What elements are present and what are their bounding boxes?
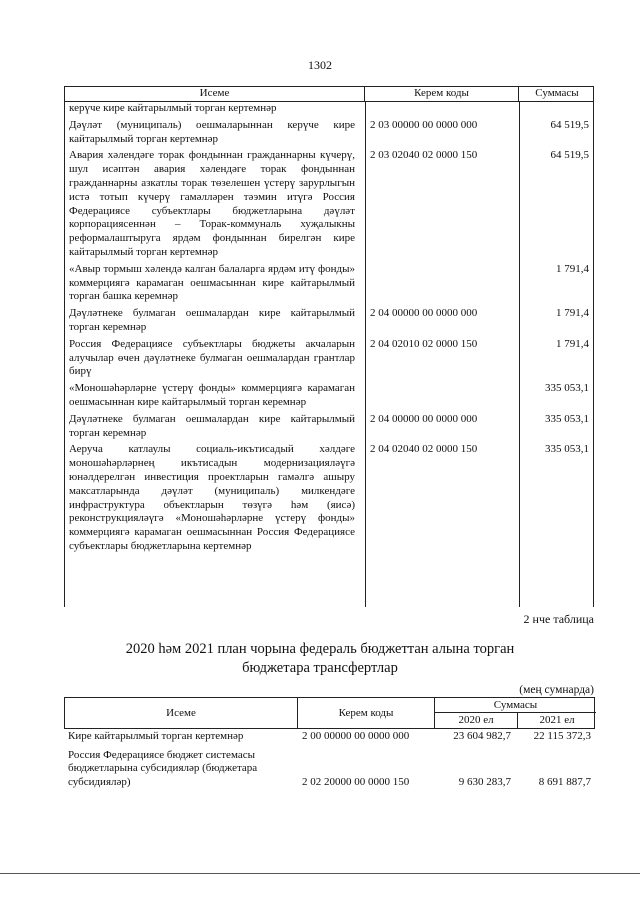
table-label: 2 нче таблица [523, 612, 594, 626]
row-value-2021: 22 115 372,3 [533, 730, 591, 742]
row-code: 2 04 02010 02 0000 150 [370, 337, 478, 350]
row-name: Аеруча катлаулы социаль-икътисадый хәлдәге моношәһәрләрнең икътисадын модернизацияләүгә юнәлдерелгән инвестиция проектларын гамәлгә ашыру максатларында дәүләт (муниципаль) милкендәге инфраструктура объектларын төзүгә һәм (яисә) реконструкцияләүгә «Моношәһәрләрне үстерү фонды» коммерциягә карамаган оешмасыннан Россия Федерациясе субъектлары бюджетларына кертемнәр [69, 443, 355, 552]
row-name: Кире кайтарылмый торган кертемнәр [68, 730, 244, 742]
row-name: керүче кире кайтарылмый торган кертемнәр [69, 102, 277, 114]
header-name: Исеме [65, 698, 298, 728]
table-title [0, 640, 640, 678]
header-year-2020: 2020 ел [435, 713, 518, 728]
table-body [64, 729, 595, 791]
page-bottom-rule [0, 873, 640, 874]
table-row [65, 149, 593, 259]
row-sum: 335 053,1 [545, 412, 589, 425]
revenue-table [64, 86, 594, 607]
row-code: 2 03 00000 00 0000 000 [370, 118, 478, 131]
table-body [64, 102, 594, 607]
row-sum: 1 791,4 [556, 307, 589, 320]
header-sums: Суммасы [435, 698, 596, 713]
table-header [64, 697, 595, 729]
header-code: Керем коды [365, 87, 519, 101]
row-name: «Авыр тормыш хәлендә калган балаларга ярдәм итү фонды» коммерциягә карамаган оешмасыннан кире кайтарылмый торган башка керемнәр [69, 262, 355, 303]
table-row [65, 102, 593, 116]
row-code: 2 04 00000 00 0000 000 [370, 412, 478, 425]
table-row [65, 413, 593, 441]
row-name: Дәүләт (муниципаль) оешмаларыннан керүче кире кайтарылмый торган кертемнәр [69, 118, 355, 145]
table-title-text: 2020 һәм 2021 план чорына федераль бюджеттан алына торган бюджетара трансфертлар [125, 641, 515, 676]
table-header [64, 86, 594, 102]
table-row [65, 119, 593, 147]
header-name: Исеме [65, 87, 365, 101]
row-sum: 335 053,1 [545, 443, 589, 456]
table-row [65, 382, 593, 410]
row-name: Россия Федерациясе субъектлары бюджеты акчаларын алучылар өчен дәүләтнеке булмаган оешмалардан грантлар бирү [69, 337, 355, 378]
row-value-2020: 23 604 982,7 [453, 730, 511, 742]
table-row [64, 729, 595, 744]
row-value-2021: 8 691 887,7 [538, 775, 591, 788]
units-note: (мең сумнарда) [519, 684, 594, 696]
table-row [65, 338, 593, 379]
row-name: Дәүләтнеке булмаган оешмалардан кире кайтарылмый торган керемнәр [69, 412, 355, 439]
row-code: 2 02 20000 00 0000 150 [302, 775, 410, 788]
header-year-2021: 2021 ел [539, 714, 575, 726]
row-name: «Моношәһәрләрне үстерү фонды» коммерциягә карамаган оешмасыннан кире кайтарылмый торган керемнәр [69, 382, 355, 408]
header-code: Керем коды [298, 698, 435, 728]
row-code: 2 04 02040 02 0000 150 [370, 443, 478, 456]
table-row [64, 749, 595, 790]
row-sum: 64 519,5 [550, 149, 589, 162]
table-row [65, 263, 593, 304]
row-value-2020: 9 630 283,7 [458, 775, 511, 788]
row-name: Дәүләтнеке булмаган оешмалардан кире кайтарылмый торган керемнәр [69, 307, 355, 333]
row-sum: 1 791,4 [556, 262, 589, 275]
row-sum: 64 519,5 [550, 118, 589, 131]
transfers-table [64, 697, 595, 791]
row-code: 2 00 00000 00 0000 000 [302, 730, 410, 742]
header-sum: Суммасы [535, 87, 579, 99]
row-name: Россия Федерациясе бюджет системасы бюджетларына субсидияләр (бюджетара субсидияләр) [68, 748, 258, 788]
table-row [65, 443, 593, 553]
row-sum: 335 053,1 [545, 382, 589, 395]
row-sum: 1 791,4 [556, 337, 589, 350]
table-row [65, 307, 593, 335]
row-name: Авария хәлендәге торак фондыннан гражданнарны күчерү, шул исәптән авария хәлендәге торак фондыннан гражданнарны азкатлы торак төзелешен үстерү зарурлыгын истә тотып күчерү гамәлләрен тәэмин итүгә Россия Федерациясе субъектлары бюджетларына дәүләт корпорациясеннән – Торак-коммуналь хуҗалыкны реформалаштыруга ярдәм фондыннан бирелгән кире кайтарылмый торган кертемнәр [69, 149, 355, 258]
row-code: 2 04 00000 00 0000 000 [370, 307, 478, 320]
row-code: 2 03 02040 02 0000 150 [370, 149, 478, 162]
page-number: 1302 [308, 58, 332, 72]
